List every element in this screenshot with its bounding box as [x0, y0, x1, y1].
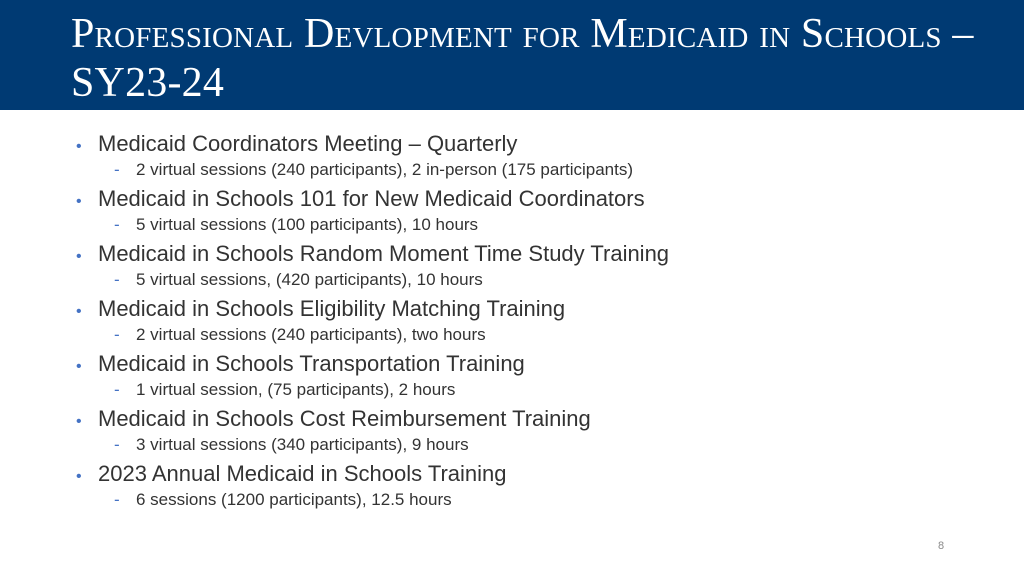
- bullet-label: Medicaid in Schools Cost Reimbursement Training: [98, 406, 591, 431]
- list-item: [76, 293, 976, 348]
- bullet-line: [76, 183, 976, 214]
- bullet-label: Medicaid in Schools Eligibility Matching Training: [98, 296, 566, 321]
- dash-icon: -: [114, 215, 120, 234]
- list-item: [76, 458, 976, 513]
- sub-bullet-detail: 1 virtual session, (75 participants), 2 hours: [136, 380, 456, 399]
- bullet-icon: •: [76, 248, 82, 265]
- bullet-list: [76, 128, 976, 513]
- dash-icon: -: [114, 325, 120, 344]
- dash-icon: -: [114, 160, 120, 179]
- bullet-line: [76, 238, 976, 269]
- sub-bullet-detail: 5 virtual sessions (100 participants), 10 hours: [136, 215, 479, 234]
- bullet-line: [76, 458, 976, 489]
- bullet-line: [76, 348, 976, 379]
- bullet-icon: •: [76, 303, 82, 320]
- sub-bullet-line: [76, 159, 976, 183]
- bullet-label: Medicaid in Schools Random Moment Time Study Training: [98, 241, 670, 266]
- sub-bullet-line: [76, 214, 976, 238]
- bullet-label: Medicaid in Schools 101 for New Medicaid Coordinators: [98, 186, 645, 211]
- sub-bullet-detail: 3 virtual sessions (340 participants), 9 hours: [136, 435, 469, 454]
- bullet-icon: •: [76, 138, 82, 155]
- bullet-line: [76, 293, 976, 324]
- sub-bullet-detail: 6 sessions (1200 participants), 12.5 hours: [136, 490, 452, 509]
- dash-icon: -: [114, 380, 120, 399]
- bullet-icon: •: [76, 193, 82, 210]
- list-item: [76, 348, 976, 403]
- bullet-icon: •: [76, 468, 82, 485]
- sub-bullet-detail: 2 virtual sessions (240 participants), two hours: [136, 325, 486, 344]
- dash-icon: -: [114, 270, 120, 289]
- bullet-line: [76, 128, 976, 159]
- sub-bullet-line: [76, 324, 976, 348]
- sub-bullet-line: [76, 269, 976, 293]
- slide-title: Professional Devlopment for Medicaid in Schools – SY23-24: [71, 11, 974, 106]
- list-item: [76, 403, 976, 458]
- sub-bullet-line: [76, 434, 976, 458]
- list-item: [76, 238, 976, 293]
- sub-bullet-detail: 5 virtual sessions, (420 participants), 10 hours: [136, 270, 483, 289]
- title-band: [0, 0, 1024, 110]
- sub-bullet-detail: 2 virtual sessions (240 participants), 2 in-person (175 participants): [136, 160, 634, 179]
- bullet-icon: •: [76, 358, 82, 375]
- bullet-icon: •: [76, 413, 82, 430]
- page-number: 8: [937, 540, 945, 552]
- sub-bullet-line: [76, 379, 976, 403]
- dash-icon: -: [114, 435, 120, 454]
- bullet-label: 2023 Annual Medicaid in Schools Training: [98, 461, 507, 486]
- bullet-label: Medicaid Coordinators Meeting – Quarterly: [98, 131, 518, 156]
- dash-icon: -: [114, 490, 120, 509]
- sub-bullet-line: [76, 489, 976, 513]
- list-item: [76, 183, 976, 238]
- list-item: [76, 128, 976, 183]
- bullet-label: Medicaid in Schools Transportation Training: [98, 351, 525, 376]
- bullet-line: [76, 403, 976, 434]
